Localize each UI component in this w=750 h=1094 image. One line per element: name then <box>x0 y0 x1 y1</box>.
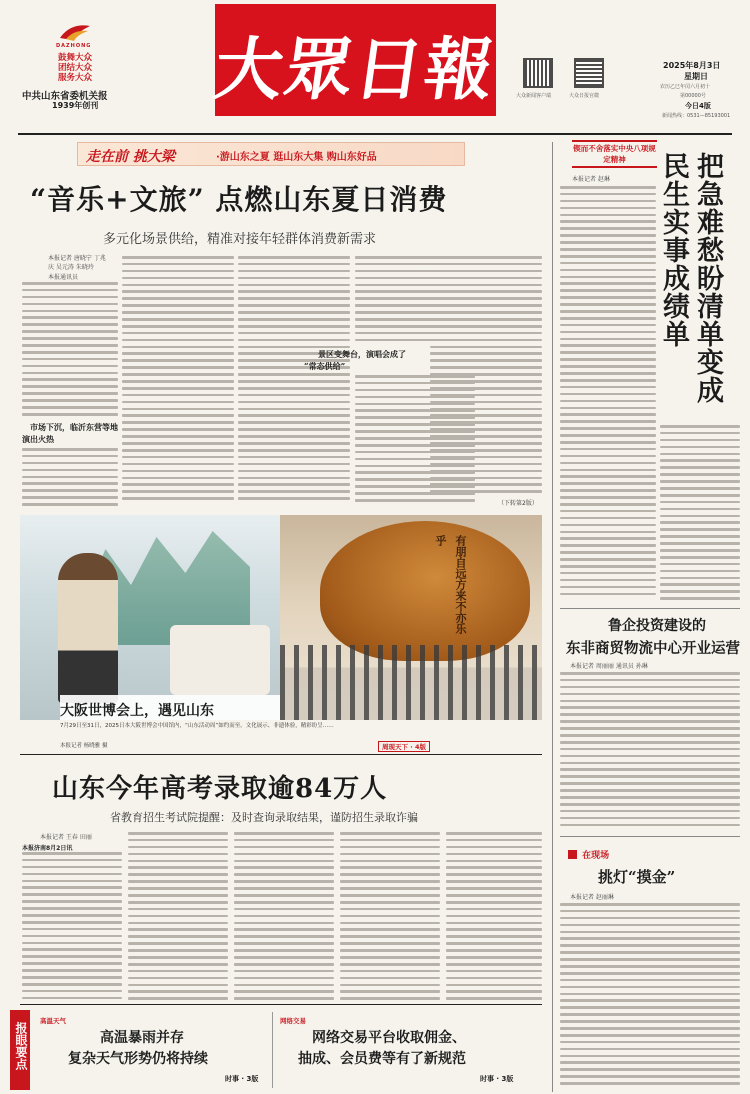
sidebar-tag-text: 锲而不舍落实中央八项规定精神 <box>573 144 656 164</box>
lunar-date: 农历乙巳年闰六月初十 <box>660 84 711 90</box>
teaser-divider <box>272 1012 273 1088</box>
lead-subtitle-2 <box>304 348 448 372</box>
gaokao-col-1 <box>22 852 122 1002</box>
brand-logo <box>58 22 92 42</box>
column-label-box <box>568 844 609 863</box>
gaokao-col-3 <box>234 832 334 1002</box>
photo-caption-title: 大阪世博会上，遇见山东 <box>60 703 214 719</box>
section-rule <box>20 754 542 755</box>
column-body <box>560 903 740 1089</box>
photo-badge: 周现天下 · 4版 <box>378 741 430 752</box>
qr-caption-weibo: 大众日报官微 <box>569 93 600 99</box>
qr-code-app <box>523 58 553 88</box>
masthead <box>0 0 750 137</box>
teaser-stamp <box>10 1010 30 1090</box>
sidebar-col-2 <box>660 425 740 605</box>
gaokao-col-4 <box>340 832 440 1002</box>
story2-headline-1: 鲁企投资建设的 <box>608 618 706 634</box>
teaser-1-page: 时事 · 3版 <box>225 1075 259 1083</box>
lead-subtitle-2-line1: 景区变舞台，演唱会成了 <box>318 349 406 359</box>
lead-subtitle-1-line1: 市场下沉，临沂东营等地 <box>30 422 118 432</box>
gaokao-col-2 <box>128 832 228 1002</box>
gaokao-headline: 山东今年高考录取逾84万人 <box>52 774 388 804</box>
logo-text: DAZHONG <box>56 43 92 49</box>
founded: 1939年创刊 <box>52 101 99 110</box>
title-block <box>209 4 501 116</box>
lead-col-1a <box>22 282 118 417</box>
sidebar-rule <box>552 142 553 1092</box>
lead-col-5 <box>430 256 542 506</box>
lead-byline: 本报记者 唐晓宁 丁兆庆 吴元涛 朱晓玲 <box>48 255 106 271</box>
story2-body <box>560 672 740 830</box>
issue-number: 第00000号 <box>680 93 706 99</box>
slogan-2: 团结大众 <box>58 63 93 73</box>
teaser-1-title-2: 复杂天气形势仍将持续 <box>68 1051 208 1067</box>
feature-photo <box>20 515 542 720</box>
promo-left: 走在前 挑大梁 <box>86 149 175 165</box>
lead-subtitle-1-line2: 演出火热 <box>22 434 54 444</box>
teaser-2-label: 网络交易 <box>280 1017 306 1025</box>
sidebar-tag <box>572 140 657 168</box>
column-label-icon <box>568 850 577 859</box>
teaser-rule <box>20 1004 542 1005</box>
gaokao-subhead: 省教育招生考试院提醒：及时查询录取结果，谨防招生录取诈骗 <box>110 811 418 824</box>
slogan-1: 鼓舞大众 <box>58 53 93 63</box>
lead-col-1b <box>22 448 118 508</box>
photo-crowd <box>280 645 542 720</box>
column-byline: 本报记者 赵丽琳 <box>570 894 614 901</box>
gaokao-byline: 本报记者 王春 田丽 <box>40 834 92 841</box>
photo-caption-credit: 本报记者 杨晓雅 摄 <box>60 743 108 749</box>
lead-jump: （下转第2版） <box>498 500 538 507</box>
photo-left-scene <box>20 515 280 720</box>
photo-right-scene <box>280 515 542 720</box>
lead-byline-2: 本报通讯员 <box>48 274 79 281</box>
photo-exhibit <box>170 625 270 695</box>
sculpture-calligraphy: 有朋自远方来不亦乐乎 <box>434 535 467 634</box>
issue-date: 2025年8月3日 <box>663 61 721 70</box>
slogan-3: 服务大众 <box>58 73 93 83</box>
teaser-2-title-1: 网络交易平台收取佣金、 <box>312 1030 466 1046</box>
qr-caption-app: 大众新闻客户端 <box>516 93 552 99</box>
publisher: 中共山东省委机关报 <box>22 91 108 102</box>
issue-weekday: 星期日 <box>684 72 708 81</box>
column-headline: 挑灯“摸金” <box>598 868 676 886</box>
lead-subtitle-1 <box>22 421 120 445</box>
gaokao-col-5 <box>446 832 542 1002</box>
promo-right: ·游山东之夏 逛山东大集 购山东好品 <box>216 152 377 163</box>
lead-col-3 <box>238 256 350 506</box>
masthead-rule <box>18 133 732 135</box>
sidebar-col-1 <box>560 186 656 606</box>
slogans <box>58 53 118 83</box>
column-label: 在现场 <box>582 851 610 861</box>
teaser-stamp-text: 报眼要点 <box>14 1022 28 1070</box>
lead-col-2 <box>122 256 234 506</box>
photo-person <box>58 553 118 703</box>
sidebar-byline: 本报记者 赵琳 <box>572 176 610 183</box>
promo-banner <box>77 142 465 166</box>
qr-code-weibo <box>574 58 604 88</box>
photo-caption-text: 7月29日至31日，2025日本大阪世博会中国馆内，“山东活动周”如约而至。文化展示、非遗体验，精彩纷呈…… <box>60 723 334 729</box>
hotline: 新闻热线：0531—85193001 <box>662 113 731 119</box>
teaser-2-page: 时事 · 3版 <box>480 1075 514 1083</box>
sidebar-rule-2 <box>560 608 740 609</box>
lead-headline: “音乐+文旅” 点燃山东夏日消费 <box>30 183 448 216</box>
lead-subtitle-2-line2: “常态供给” <box>304 361 346 371</box>
sidebar-headline: 把急难愁盼清单变成民生实事成绩单 <box>658 152 723 404</box>
lead-subhead: 多元化场景供给，精准对接年轻群体消费新需求 <box>103 232 377 247</box>
newspaper-title: 大眾日報 <box>209 30 501 110</box>
teaser-2-title-2: 抽成、会员费等有了新规范 <box>298 1051 466 1067</box>
wing-icon <box>58 22 92 42</box>
teaser-1-title-1: 高温暴雨并存 <box>100 1030 184 1046</box>
page-count: 今日4版 <box>685 102 711 110</box>
story2-byline: 本报记者 周丽丽 通讯员 孙琳 <box>570 663 648 670</box>
gaokao-dateline: 本报济南8月2日讯 <box>22 845 73 852</box>
teaser-1-label: 高温天气 <box>40 1017 66 1025</box>
sidebar-rule-3 <box>560 836 740 837</box>
story2-headline-2: 东非商贸物流中心开业运营 <box>566 640 740 657</box>
